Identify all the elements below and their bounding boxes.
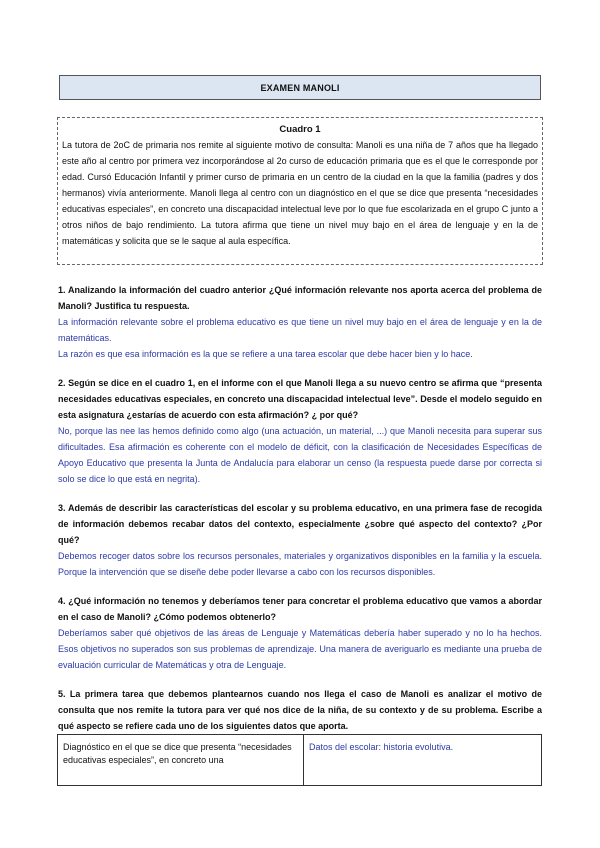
- exam-title: EXAMEN MANOLI: [260, 82, 340, 93]
- question-block-5: [58, 686, 542, 734]
- answer-text: Deberíamos saber qué objetivos de las áreas de Lenguaje y Matemáticas debería haber superado y no lo ha hechos. Esos objetivos no superados son sus problemas de aprendizaje. Una manera de averiguarlo es mediante una prueba de evaluación curricular de Matemáticas y otra de Lenguaje.: [58, 628, 542, 670]
- question-text: 1. Analizando la información del cuadro anterior ¿Qué información relevante nos aporta acerca del problema de Manoli? Justifica tu respuesta.: [58, 285, 542, 311]
- question-text: 3. Además de describir las características del escolar y su problema educativo, en una primera fase de recogida de información debemos recabar datos del contexto, especialmente ¿sobre qué aspecto del contexto? ¿Por qué?: [58, 503, 542, 545]
- question-text: 4. ¿Qué información no tenemos y deberíamos tener para concretar el problema educativo que vamos a abordar en el caso de Manoli? ¿Cómo podemos obtenerlo?: [58, 596, 542, 622]
- table-cell-data: Diagnóstico en el que se dice que presenta “necesidades educativas especiales”, en concreto una: [58, 735, 304, 786]
- question-text: 2. Según se dice en el cuadro 1, en el informe con el que Manoli llega a su nuevo centro se afirma que “presenta necesidades educativas especiales, en concreto una discapacidad intelectual leve”. Desde el modelo seguido en esta asignatura ¿estarías de acuerdo con esta afirmación? ¿ por qué?: [58, 378, 542, 420]
- question-block-1: [58, 282, 542, 362]
- case-box-title: Cuadro 1: [279, 124, 321, 135]
- table-row: [58, 735, 542, 786]
- case-box: [57, 117, 543, 265]
- answer-text: No, porque las nee las hemos definido como algo (una actuación, un material, ...) que Manoli necesita para superar sus dificultades. Esa afirmación es coherente con el modelo de déficit, con la clasificación de Necesidades Específicas de Apoyo Educativo que presenta la Junta de Andalucía para elaborar un censo (la respuesta puede darse por correcta si solo se dice lo que está en negrita).: [58, 426, 542, 484]
- answer-text: Debemos recoger datos sobre los recursos personales, materiales y organizativos disponibles en la familia y la escuela. Porque la intervención que se diseñe debe poder llevarse a cabo con los recursos disponibles.: [58, 551, 542, 577]
- exam-title-box: [59, 75, 541, 100]
- question-text: 5. La primera tarea que debemos plantearnos cuando nos llega el caso de Manoli es analizar el motivo de consulta que nos remite la tutora para ver qué nos dice de la niña, de su contexto y de su problema. Escribe a qué aspecto se refiere cada uno de los siguientes datos que aporta.: [58, 689, 542, 731]
- case-box-text: La tutora de 2oC de primaria nos remite al siguiente motivo de consulta: Manoli es una niña de 7 años que ha llegado este año al centro por primera vez incorporándose al 2o curso de educación primaria que es el que le corresponde por edad. Cursó Educación Infantil y primer curso de primaria en un centro de la ciudad en la que la familia (padres y dos hermanos) vivía anteriormente. Manoli llega al centro con un diagnóstico en el que se dice que presenta “necesidades educativas especiales”, en concreto una discapacidad intelectual leve por lo que fue escolarizada en el grupo C junto a otros niños de bajo rendimiento. La tutora afirma que tiene un nivel muy bajo en el área de lenguaje y en la de matemáticas y solicita que se le saque al aula específica.: [62, 140, 538, 246]
- question-block-3: [58, 500, 542, 580]
- aspects-table: [57, 734, 542, 786]
- table-cell-aspect[interactable]: Datos del escolar: historia evolutiva.: [304, 735, 542, 786]
- answer-text: La razón es que esa información es la que se refiere a una tarea escolar que debe hacer bien y lo hace.: [58, 349, 473, 359]
- question-block-4: [58, 593, 542, 673]
- answer-text: La información relevante sobre el problema educativo es que tiene un nivel muy bajo en el área de lenguaje y en la de matemáticas.: [58, 317, 542, 343]
- question-block-2: [58, 375, 542, 487]
